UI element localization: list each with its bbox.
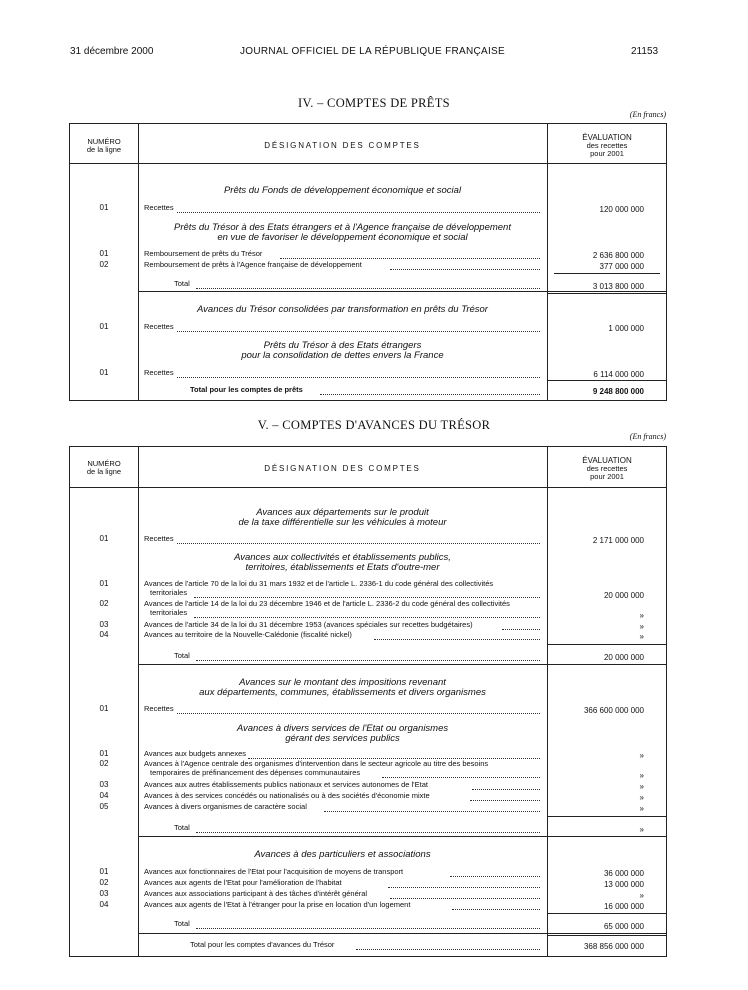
row-value: 20 000 000 [603,591,644,600]
row-number: 01 [99,749,109,758]
section-heading: territoires, établissements et Etats d'outre-mer [245,562,440,573]
section5-title: V. – COMPTES D'AVANCES DU TRÉSOR [257,418,491,432]
row-label-cont: territoriales [150,588,188,597]
row-number: 01 [99,203,109,212]
row-number: 04 [99,630,109,639]
row-number: 01 [99,867,109,876]
row-label: Total pour les comptes d'avances du Trésor [190,940,335,949]
row-value: » [639,632,644,641]
row-value: 2 171 000 000 [592,536,644,545]
row-label: Total [174,919,190,928]
row-label-cont: territoriales [150,608,188,617]
row-value: 9 248 800 000 [592,387,644,396]
row-value: 377 000 000 [599,262,644,271]
row-label: Recettes [144,368,174,377]
row-value: 13 000 000 [603,880,644,889]
section-heading: Prêts du Trésor à des Etats étrangers et à l'Agence française de développement [174,222,511,233]
row-label: Avances à divers organismes de caractère social [144,802,307,811]
row-value: » [639,782,644,791]
row-number: 04 [99,900,109,909]
header-date: 31 décembre 2000 [70,46,154,57]
row-label-cont: temporaires de préfinancement des dépenses communautaires [150,768,361,777]
row-number: 03 [99,780,109,789]
row-number: 03 [99,620,109,629]
section-heading: Avances à divers services de l'Etat ou organismes [236,723,449,734]
section5-table [69,446,667,957]
row-value: 366 600 000 000 [583,706,644,715]
row-value: 3 013 800 000 [592,282,644,291]
section4-table [69,123,667,401]
row-number: 03 [99,889,109,898]
header-journal: JOURNAL OFFICIEL DE LA RÉPUBLIQUE FRANÇAISE [240,46,505,57]
col-numero: NUMÉRO de la ligne [86,137,122,154]
section4-title: IV. – COMPTES DE PRÊTS [298,96,450,110]
section-heading: gérant des services publics [285,733,400,744]
header-page: 21153 [631,46,659,57]
section-heading: Prêts du Trésor à des Etats étrangers [263,340,422,351]
row-label: Remboursement de prêts du Trésor [144,249,263,258]
col-designation: DÉSIGNATION DES COMPTES [264,141,421,150]
row-number: 02 [99,878,109,887]
row-label: Avances aux fonctionnaires de l'Etat pour l'acquisition de moyens de transport [144,867,404,876]
row-value: 368 856 000 000 [583,942,644,951]
row-label: Avances aux budgets annexes [144,749,247,758]
row-value: 120 000 000 [599,205,644,214]
row-value: » [639,825,644,834]
row-number: 02 [99,759,109,768]
col-evaluation: ÉVALUATION des recettes pour 2001 [582,456,632,481]
row-label: Avances aux agents de l'Etat pour l'amélioration de l'habitat [144,878,342,887]
row-value: » [639,751,644,760]
row-label: Avances aux associations participant à des tâches d'intérêt général [144,889,368,898]
row-value: » [639,611,644,620]
row-number: 01 [99,579,109,588]
row-label: Total [174,651,190,660]
row-number: 01 [99,322,109,331]
section5-unit: (En francs) [629,432,666,441]
row-label: Avances aux autres établissements publics nationaux et services autonomes de l'Etat [144,780,428,789]
row-label: Avances aux agents de l'Etat à l'étranger pour la prise en location d'un logement [144,900,411,909]
row-label: Total [174,279,190,288]
row-number: 05 [99,802,109,811]
row-label: Remboursement de prêts à l'Agence française de développement [144,260,362,269]
section-heading: de la taxe différentielle sur les véhicules à moteur [238,517,447,528]
row-number: 02 [99,260,109,269]
row-label: Avances à l'Agence centrale des organismes d'intervention dans le secteur agricole au titre des besoins [144,759,489,768]
row-value: 6 114 000 000 [593,370,644,379]
row-number: 02 [99,599,109,608]
section-heading: en vue de favoriser le développement économique et social [217,232,468,243]
section4-unit: (En francs) [629,110,666,119]
row-label: Recettes [144,322,174,331]
row-value: 16 000 000 [603,902,644,911]
row-number: 01 [99,368,109,377]
row-value: » [639,793,644,802]
row-label: Recettes [144,203,174,212]
section-heading: aux départements, communes, établissements et divers organismes [199,687,486,698]
col-designation: DÉSIGNATION DES COMPTES [264,464,421,473]
row-label: Total pour les comptes de prêts [190,385,303,394]
row-label: Recettes [144,704,174,713]
row-label: Avances de l'article 70 de la loi du 31 mars 1932 et de l'article L. 2336-1 du code général des collectivités [144,579,494,588]
row-label: Avances de l'article 34 de la loi du 31 décembre 1953 (avances spéciales sur recettes budgétaires) [144,620,473,629]
section-heading: Avances du Trésor consolidées par transformation en prêts du Trésor [197,304,488,315]
section-heading: pour la consolidation de dettes envers la France [241,350,444,361]
row-label: Recettes [144,534,174,543]
row-value: 65 000 000 [603,922,644,931]
row-value: » [639,804,644,813]
row-value: 36 000 000 [603,869,644,878]
col-evaluation: ÉVALUATION des recettes pour 2001 [582,133,632,158]
section-heading: Avances aux départements sur le produit [256,507,429,518]
col-numero: NUMÉRO de la ligne [86,459,122,476]
row-number: 01 [99,249,109,258]
section-heading: Avances à des particuliers et associations [254,849,431,860]
row-value: » [639,622,644,631]
row-label: Avances de l'article 14 de la loi du 23 décembre 1946 et de l'article L. 2336-2 du code général des collectivités [144,599,510,608]
section-heading: Avances aux collectivités et établissements publics, [234,552,451,563]
row-value: 20 000 000 [603,653,644,662]
section-heading: Prêts du Fonds de développement économique et social [223,185,462,196]
row-number: 01 [99,704,109,713]
row-label: Avances à des services concédés ou nationalisés ou à des sociétés d'économie mixte [144,791,430,800]
row-label: Avances au territoire de la Nouvelle-Calédonie (fiscalité nickel) [144,630,352,639]
section-heading: Avances sur le montant des impositions revenant [239,677,446,688]
row-value: 2 636 800 000 [592,251,644,260]
row-number: 04 [99,791,109,800]
row-number: 01 [99,534,109,543]
row-value: » [639,771,644,780]
row-label: Total [174,823,190,832]
row-value: 1 000 000 [608,324,644,333]
row-value: » [639,891,644,900]
